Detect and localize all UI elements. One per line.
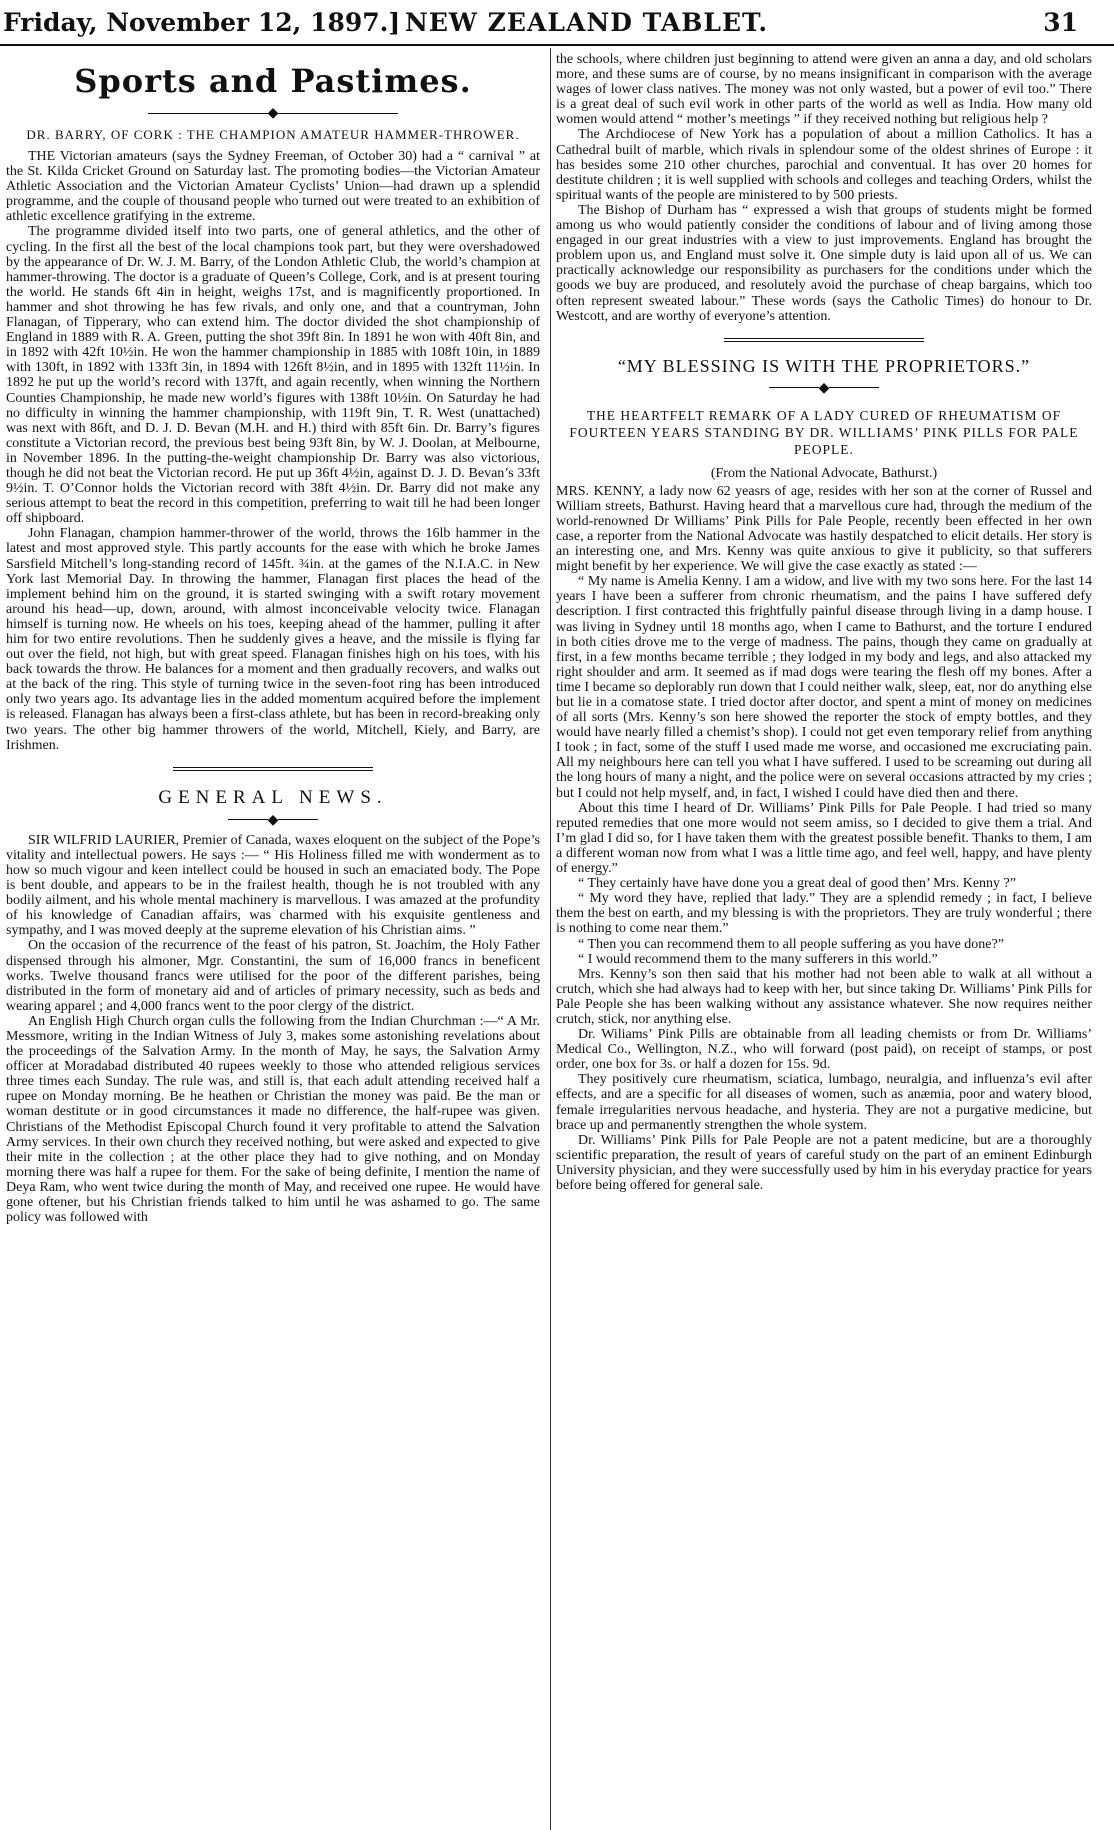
advertisement-paragraph: They positively cure rheumatism, sciatica, lumbago, neuralgia, and influenza’s evil after effects, and are a specific for all diseases of women, such as anæmia, poor and watery blood, female irregularities nervous headache, and hysteria. They are not a purgative medicine, but brace up and permanently strengthen the whole system. [556, 1072, 1092, 1133]
ornament-divider: ◆ [6, 813, 540, 827]
news-paragraph: On the occasion of the recurrence of the feast of his patron, St. Joachim, the Holy Father dispensed through his almoner, Mgr. Constantini, the sum of 16,000 francs in beneficent works. Twelve thousand francs were utilised for the poor of the different parishes, being distributed in the form of monetary aid and of articles of primary necessity, such as beds and wearing apparel ; and 4,000 francs went to the poor clergy of the district. [6, 938, 540, 1014]
advertisement-credit: (From the National Advocate, Bathurst.) [710, 465, 938, 481]
right-column [556, 52, 1092, 1830]
news-paragraph: SIR WILFRID LAURIER, Premier of Canada, waxes eloquent on the subject of the Pope’s vitality and intellectual powers. He says :— “ His Holiness filled me with wonderment as to how so much vigour and keen intellect could be housed in such an emaciated body. The Pope is bent double, and appears to be in the frailest health, though he is not troubled with any bodily ailment, and his whole mental machinery is marvellous. I was amazed at the profundity of his knowledge of Canadian affairs, was charmed with his exquisite gentleness and sympathy, and I was moved deeply at the supreme elevation of his Christian aims. ” [6, 832, 540, 939]
header-date: Friday, November 12, 1897.] [3, 8, 401, 37]
advertisement-paragraph: Dr. Wiliams’ Pink Pills are obtainable from all leading chemists or from Dr. Williams’ Medical Co., Wellington, N.Z., who will forward (post paid), on receipt of stamps, or post order, one box for 3s. or half a dozen for 15s. 9d. [556, 1027, 1092, 1073]
section-rule [173, 767, 373, 771]
advertisement-paragraph: “ My name is Amelia Kenny. I am a widow, and live with my two sons here. For the last 14 years I have been a sufferer from chronic rheumatism, and the pains I have suffered defy description. I first contracted this frightfully painful disease through living in a damp house. I was living in Sydney until 18 months ago, when I came to Bathurst, and the torture I endured in both cities drove me to the verge of madness. The pains, though they came on gradually at first, in a few months became terrible ; they lodged in my body and legs, and also attacked my right shoulder and arm. It seemed as if mad dogs were tearing the flesh off my bones. After a time I became so deplorably run down that I could neither walk, sleep, eat, nor do anything else but lie in a comatose state. I tried doctor after doctor, and spent a mint of money on medicines of all sorts (Mrs. Kenny’s son here showed the reporter the stock of empty bottles, and they would have nearly filled a chemist’s shop). I could not get even temporary relief from anything I took ; in fact, some of the stuff I used made me worse, and occasioned me excruciating pain. All my neighbours here can tell you what I have suffered. I used to be screaming out during all the long hours of many a night, and the police were on several occasions attracted by my cries ; but I could not help myself, and, in fact, I wished I could have died then and there. [556, 574, 1092, 801]
news-paragraph: The Archdiocese of New York has a population of about a million Catholics. It has a Cathedral built of marble, which rivals in splendour some of the oldest shrines of Europe : it has besides some 210 other churches, parochial and conventual. It has over 20 homes for destitute children ; it is well supplied with schools and colleges and teaching Orders, whilst the spiritual wants of the people are ministered to by 500 priests. [556, 127, 1092, 203]
left-column [6, 52, 540, 1830]
news-paragraph: The Bishop of Durham has “ expressed a wish that groups of students might be formed among us who would patiently consider the conditions of labour and of living among those engaged in our great industries with a view to just improvements. England has brought the problem upon us, and England must solve it. One simple duty is laid upon all of us. We can practically acknowledge our responsibility as purchasers for the conditions under which the goods we buy are produced, and resolutely avoid the purchase of cheap bargains, which too often represent sweated labour.” These words (says the Catholic Times) do honour to Dr. Westcott, and are worthy of everyone’s attention. [556, 202, 1092, 324]
header-page-number: 31 [1043, 8, 1078, 37]
article-paragraph: THE Victorian amateurs (says the Sydney Freeman, of October 30) had a “ carnival ” at the St. Kilda Cricket Ground on Saturday last. The promoting bodies—the Victorian Amateur Athletic Association and the Victorian Amateur Cyclists’ Union—had drawn up a splendid programme, and the couple of thousand people who turned out were treated to an exhibition of athletic excellence gratifying in the extreme. [6, 149, 540, 225]
advertisement-paragraph: About this time I heard of Dr. Williams’ Pink Pills for Pale People. I had tried so many reputed remedies that one more would not seem amiss, so I decided to give them a trial. And I’m glad I did so, for I have taken them with the greatest possible benefit. Thanks to them, I am a different woman now from what I was a little time ago, and feel well, happy, and have plenty of energy.” [556, 800, 1092, 877]
news-section-title: GENERAL NEWS. [158, 786, 388, 808]
section-title: Sports and Pastimes. [74, 62, 472, 100]
column-divider [550, 48, 551, 1830]
advertisement-paragraph: Dr. Williams’ Pink Pills for Pale People are not a patent medicine, but are a thoroughly scientific preparation, the result of years of careful study on the part of an eminent Edinburgh University physician, and they were successfully used by him in his everyday practice for years before being offered for general sale. [556, 1132, 1092, 1193]
page-header [0, 0, 1114, 44]
advertisement-headline: “MY BLESSING IS WITH THE PROPRIETORS.” [617, 355, 1031, 376]
article-paragraph: The programme divided itself into two parts, one of general athletics, and the other of cycling. In the first all the best of the local champions took part, but they were overshadowed by the appearance of Dr. W. J. M. Barry, of the London Athletic Club, the world’s champion at hammer-throwing. The doctor is a graduate of Queen’s College, Cork, and is at present touring the world. He stands 6ft 4in in height, weighs 17st, and is magnificently proportioned. In hammer and shot throwing he has few rivals, and only one, and that a countryman, John Flanagan, of Tipperary, who can extend him. The doctor divided the shot championship of England in 1889 with R. A. Green, putting the shot 39ft 8in. In 1891 he won with 40ft 8in, and in 1892 with 42ft 10½in. He won the hammer championship in 1885 with 108ft 10in, in 1889 with 130ft, in 1892 with 133ft 3in, in 1894 with 126ft 8½in, and in 1895 with 132ft 11½in. In 1892 he put up the world’s record with 137ft, and again recently, when winning the Northern Counties Championship, he made new world’s figures with 138ft 10½in. On Saturday he had no difficulty in winning the hammer championship, with 119ft 9in, T. R. West (unattached) was next with 86ft, and D. J. D. Bevan (M.H. and H.) third with 85ft 6in. Dr. Barry’s figures constitute a Victorian record, the previous best being 93ft 8in, by W. J. Doolan, at Melbourne, in November 1896. In the putting-the-weight championship Dr. Barry was also victorious, though he did not beat the Victorian record. He put up 36ft 4½in, against D. J. D. Bevan’s 33ft 9½in. T. O’Connor holds the Victorian record with 38ft 4½in. Dr. Barry did not make any serious attempt to beat the record in this competition, preferring to wait till he had been longer off shipboard. [6, 224, 540, 527]
article-headline: DR. BARRY, OF CORK : THE CHAMPION AMATEUR HAMMER-THROWER. [26, 127, 520, 142]
ornament-divider: ◆ [6, 106, 540, 120]
advertisement-paragraph: Mrs. Kenny’s son then said that his mother had not been able to walk at all without a crutch, which she had always had to keep with her, but since taking Dr. Williams’ Pink Pills for Pale People she has been walking without any assistance whatever. She now requires neither crutch, stick, nor anything else. [556, 966, 1092, 1027]
section-rule [724, 338, 924, 342]
advertisement-paragraph: “ My word they have, replied that lady.” They are a splendid remedy ; in fact, I believe them the best on earth, and my blessing is with the proprietors. They are truly wonderful ; there is nothing to come near them.” [556, 891, 1092, 937]
ornament-divider: ◆ [556, 381, 1092, 395]
header-publication: NEW ZEALAND TABLET. [405, 8, 769, 37]
advertisement-paragraph: “ Then you can recommend them to all people suffering as you have done?” [578, 936, 1004, 952]
article-paragraph: John Flanagan, champion hammer-thrower of the world, throws the 16lb hammer in the latest and most approved style. This partly accounts for the ease with which he broke James Sarsfield Mitchell’s long-standing record of 145ft. ¾in. at the games of the N.I.A.C. in New York last Memorial Day. In throwing the hammer, Flanagan first places the head of the implement behind him on the ground, it is started swinging with a swift rotary movement around his head—up, down, around, with almost inconceivable velocity twice. Flanagan himself is turning now. He wheels on his toes, keeping ahead of the hammer, pulling it after him for two entire revolutions. Then he suddenly gives a heave, and the missile is flying far out over the field, not high, but with great speed. Flanagan finishes high on his toes, with his back towards the throw. He balances for a moment and then gradually recovers, and walks out at the back of the ring. This style of turning twice in the seven-foot ring has been introduced only two years ago. Its advantage lies in the added momentum acquired before the implement is released. Flanagan has always been a first-class athlete, but has been in record-breaking only two years. The other big hammer throwers of the world, Mitchell, Kiely, and Barry, are Irishmen. [6, 526, 540, 753]
advertisement-paragraph: “ I would recommend them to the many sufferers in this world.” [578, 951, 938, 967]
advertisement-subheadline: THE HEARTFELT REMARK OF A LADY CURED OF RHEUMATISM OF FOURTEEN YEARS STANDING BY DR. WILLIAMS’ PINK PILLS FOR PALE PEOPLE. [569, 407, 1079, 457]
advertisement-paragraph: MRS. KENNY, a lady now 62 yeasrs of age, resides with her son at the corner of Russel and William streets, Bathurst. Having heard that a marvellous cure had, through the medium of the world-renowned Dr Williams’ Pink Pills for Pale People, recently been effected in her own case, a reporter from the National Advocate was hastily despatched to elicit details. Her story is an interesting one, and Mrs. Kenny was quite anxious to give it publicity, so that sufferers might benefit by her experience. We will give the case exactly as stated :— [556, 483, 1092, 575]
news-paragraph: the schools, where children just beginning to attend were given an anna a day, and old scholars more, and these sums are of course, by no means insignificant in comparison with the average wages of lower class natives. The money was not only wasted, but a power of evil too.” There is a great deal of such evil work in other parts of the world as well as India. How many old women would attend “ mother’s meetings ” if they received nothing but religious help ? [556, 52, 1092, 128]
news-paragraph: An English High Church organ culls the following from the Indian Churchman :—“ A Mr. Messmore, writing in the Indian Witness of July 3, makes some astonishing revelations about the proceedings of the Salvation Army. In the month of May, he says, the Salvation Army officer at Moradabad distributed 40 rupees weekly to those who attended religious services three times each Sunday. The rule was, and still is, that each adult attending received half a rupee on Monday morning. Be he heathen or Christian the money was paid. Be the man or woman destitute or in good circumstances it made no difference, the half-rupee was given. Christians of the Methodist Episcopal Church found it very profitable to attend the Salvation Army services. In their own church they received nothing, but were asked and expected to give their mite in the collection ; at the other place they had to give nothing, and on Monday morning there was half a rupee for them. For the sake of being definite, I mention the name of Deya Ram, who went twice during the month of May, and received one rupee. He would have gone oftener, but his Christian friends talked to him until he was ashamed to go. The same policy was followed with [6, 1013, 540, 1226]
advertisement-paragraph: “ They certainly have have done you a great deal of good then’ Mrs. Kenny ?” [578, 876, 1016, 892]
header-rule [0, 44, 1114, 46]
